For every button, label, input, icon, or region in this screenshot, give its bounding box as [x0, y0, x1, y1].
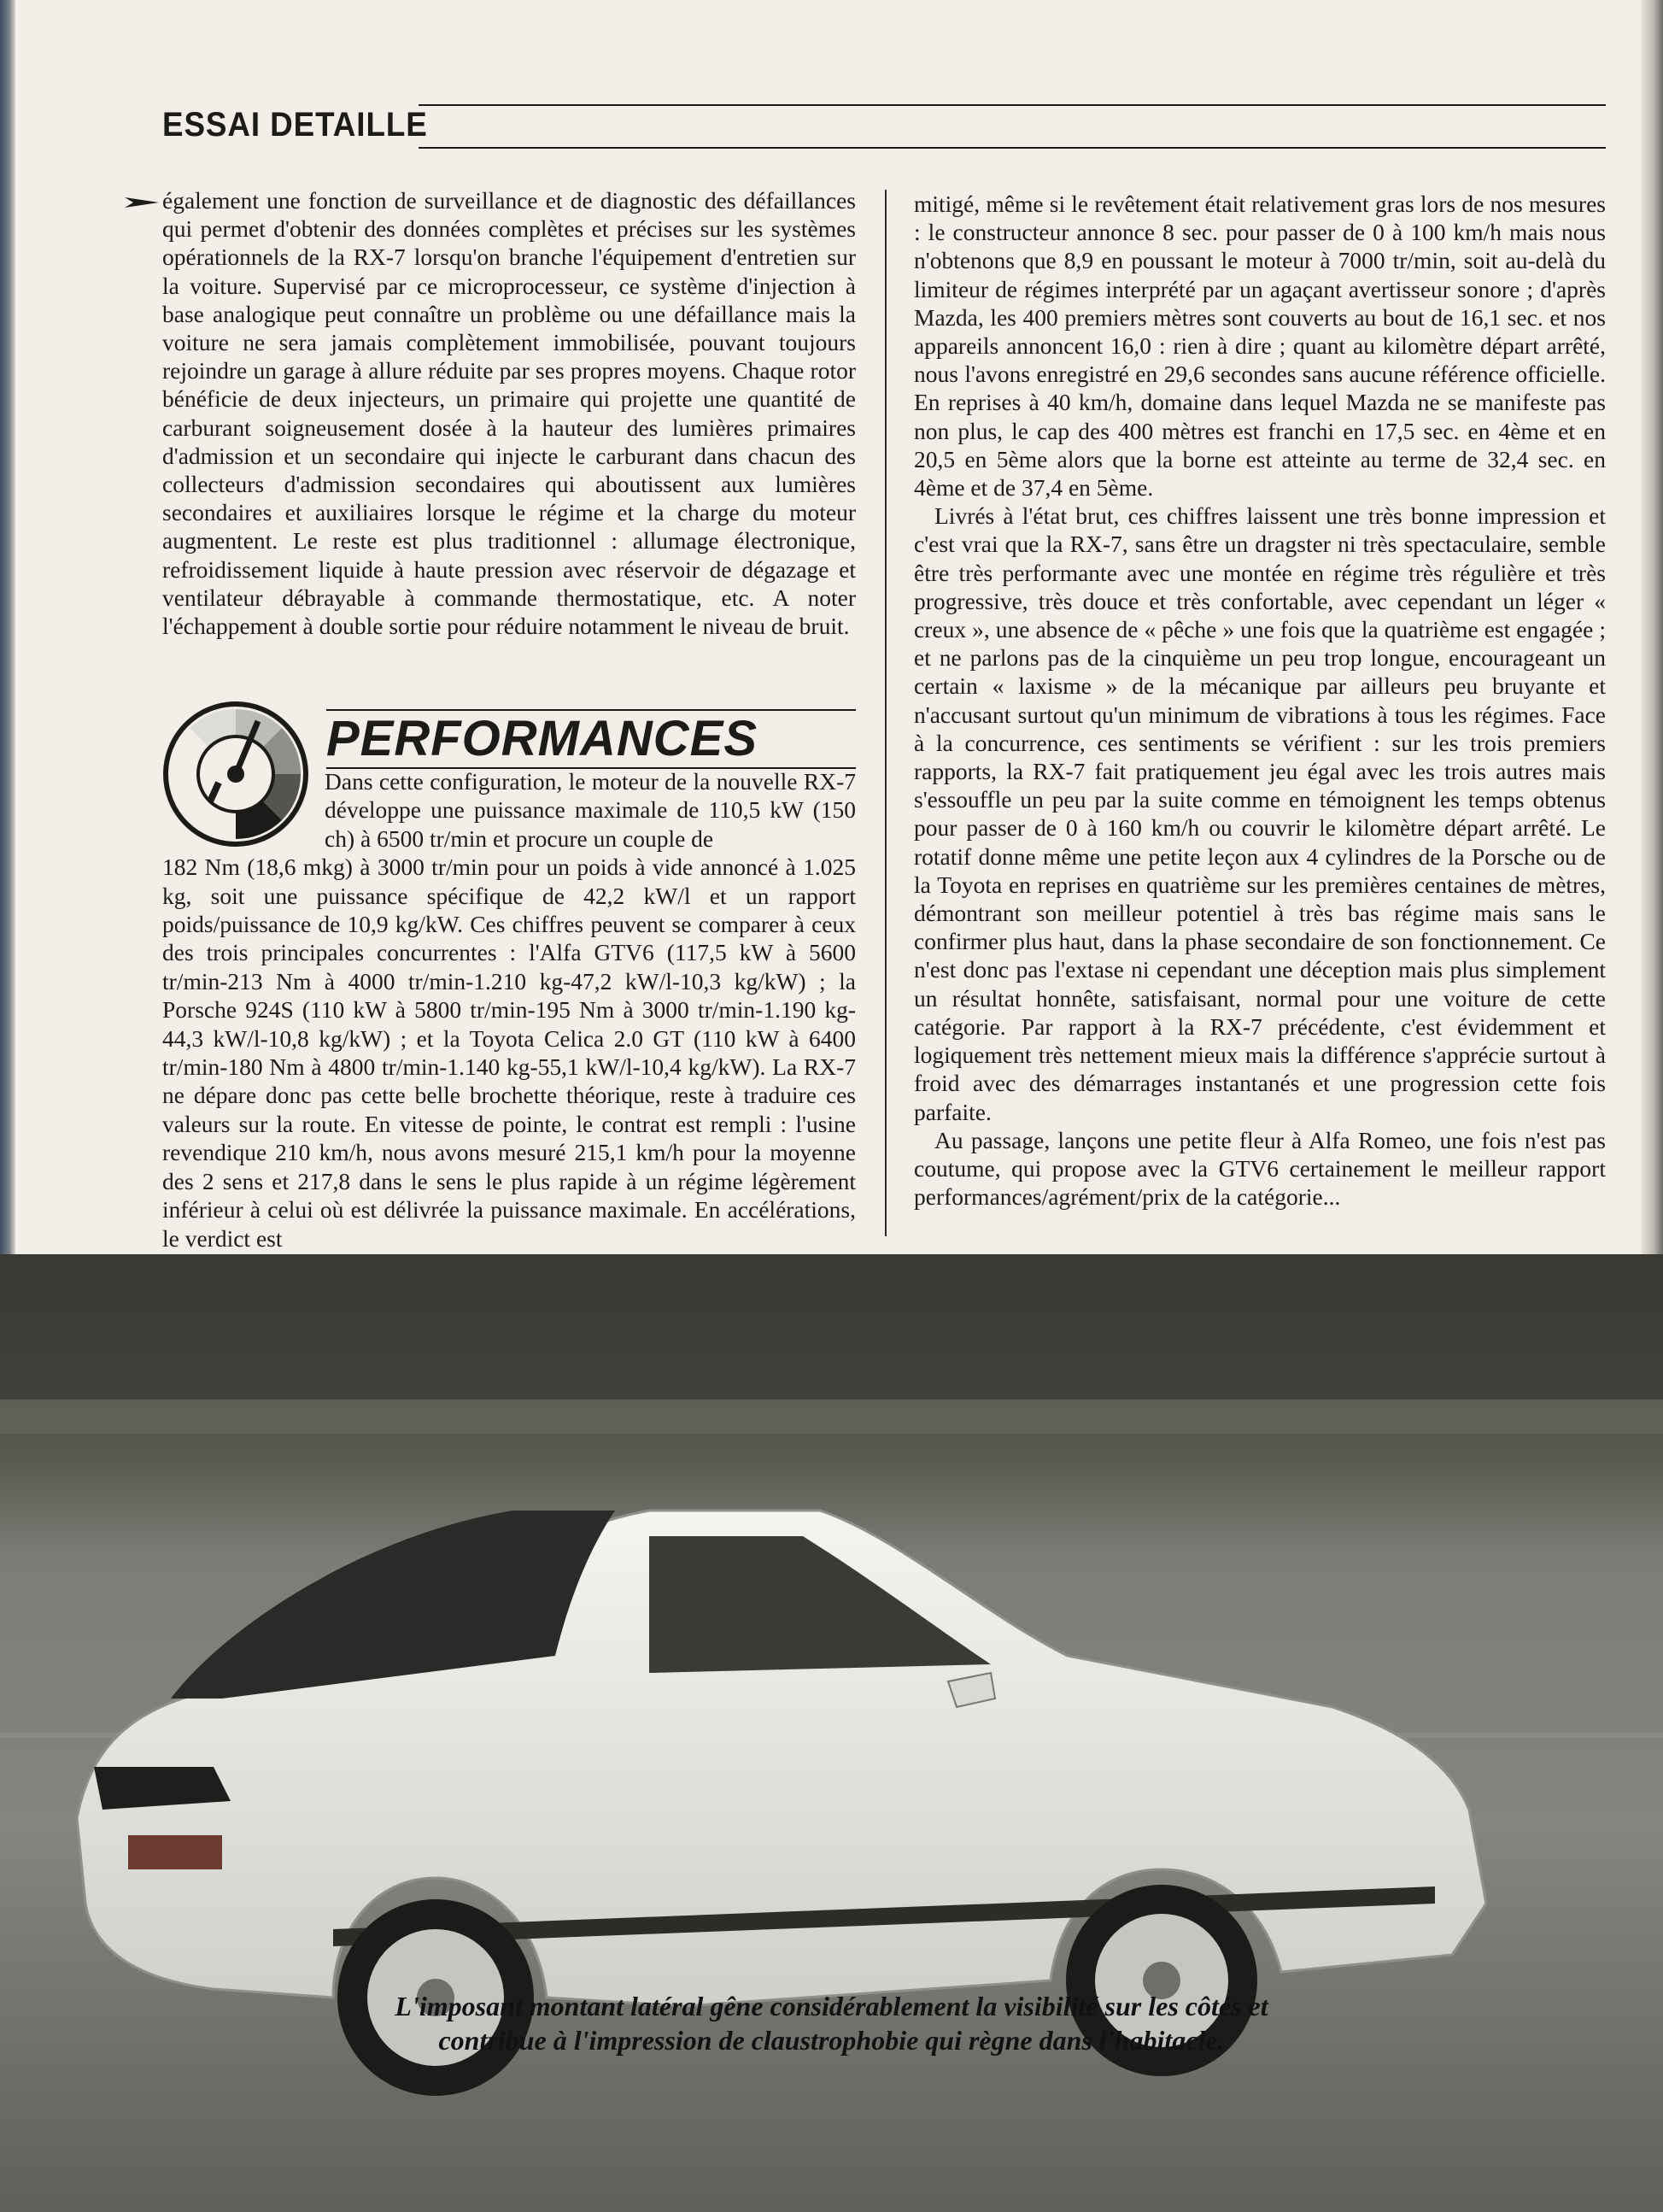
- photo-caption-line-1: L'imposant montant latéral gêne considérablement la visibilité sur les côtés et: [395, 1991, 1268, 2021]
- photo-caption-line-2: contribue à l'impression de claustrophobie qui règne dans l'habitacle.: [438, 2025, 1225, 2056]
- left-column: [162, 186, 856, 640]
- header-rule-top: [419, 104, 1606, 106]
- arrow-right-icon: [125, 196, 159, 209]
- performances-text: [162, 767, 856, 1253]
- right-paragraph-3: Au passage, lançons une petite fleur à Alfa Romeo, une fois n'est pas coutume, qui propose avec la GTV6 certainement le meilleur rapport performances/agrément/prix de la catégorie...: [914, 1126, 1606, 1211]
- right-paragraph-2: Livrés à l'état brut, ces chiffres laissent une très bonne impression et c'est vrai que la RX-7, sans être un dragster ni très spectaculaire, semble être très performante avec une montée en régime très régulière et très progressive, très douce et très confortable, avec cependant un léger « creux », une absence de « pêche » une fois que la quatrième est engagée ; et ne parlons pas de la cinquième un peu trop longue, encourageant un certain « laxisme » de la mécanique par ailleurs peu bruyante et n'accusant surtout qu'un minimum de vibrations à tous les régimes. Face à la concurrence, ces sentiments se vérifient : sur les trois premiers rapports, la RX-7 fait pratiquement jeu égal avec les trois autres mais s'essouffle un peu par la suite comme en témoignent les temps obtenus pour passer de 0 à 160 km/h ou couvrir le kilomètre départ arrêté. Le rotatif donne même une petite leçon aux 4 cylindres de la Porsche ou de la Toyota en reprises en quatrième sur les premières centaines de mètres, démontrant son meilleur potentiel à très bas régime mais sans le confirmer plus haut, dans la phase secondaire de son fonctionnement. Ce n'est donc pas l'extase ni cependant une déception mais plus simplement un résultat honnête, satisfaisant, normal pour une voiture de cette catégorie. Par rapport à la RX-7 précédente, c'est évidemment et logiquement très nettement mieux mais la différence s'apprécie surtout à froid avec des démarrages instantanés et une progression cette fois parfaite.: [914, 502, 1606, 1125]
- column-divider: [885, 190, 887, 1236]
- performances-intro: Dans cette configuration, le moteur de la nouvelle RX-7 développe une puissance maximale de 110,5 kW (150 ch) à 6500 tr/min et procure un couple de: [325, 768, 856, 852]
- car-photo-illustration: [0, 1254, 1663, 2212]
- section-header: [162, 101, 1606, 152]
- header-rule-bottom: [419, 147, 1606, 149]
- left-paragraph: également une fonction de surveillance et de diagnostic des défaillances qui permet d'obtenir des données complètes et précises sur les systèmes opérationnels de la RX-7 lorsqu'on branche l'équipement d'entretien sur la voiture. Supervisé par ce microprocesseur, ce système d'injection à base analogique peut connaître un problème ou une défaillance mais la voiture ne sera jamais complètement immobilisée, pouvant toujours rejoindre un garage à allure réduite par ses propres moyens. Chaque rotor bénéficie de deux injecteurs, un primaire qui projette une quantité de carburant soigneusement dosée à la hauteur des lumières primaires d'admission et un secondaire qui injecte le carburant dans chacun des collecteurs d'admission secondaires qui aboutissent aux lumières secondaires et auxiliaires lorsque le régime et la charge du moteur augmentent. Le reste est plus traditionnel : allumage électronique, refroidissement liquide à haute pression avec réservoir de dégazage et ventilateur débrayable à commande thermostatique, etc. A noter l'échappement à double sortie pour réduire notamment le niveau de bruit.: [162, 187, 856, 640]
- photo-caption: [0, 1989, 1663, 2057]
- car-photo: [0, 1254, 1663, 2212]
- right-column: [914, 190, 1606, 1211]
- right-paragraph-1: mitigé, même si le revêtement était relativement gras lors de nos mesures : le constructeur annonce 8 sec. pour passer de 0 à 100 km/h mais nous n'obtenons que 8,9 en poussant le moteur à 7000 tr/min, soit au-delà du limiteur de régimes interprété par un agaçant avertisseur sonore ; d'après Mazda, les 400 premiers mètres sont couverts au bout de 16,1 sec. et nos appareils annoncent 16,0 : rien à dire ; quant au kilomètre départ arrêté, nous l'avons enregistré en 29,6 secondes sans aucune référence officielle. En reprises à 40 km/h, domaine dans lequel Mazda ne se manifeste pas non plus, le cap des 400 mètres est franchi en 17,5 sec. en 4ème et en 20,5 en 5ème alors que la borne est atteinte au terme de 32,4 sec. en 4ème et de 37,4 en 5ème.: [914, 191, 1606, 502]
- performances-title: PERFORMANCES: [326, 711, 758, 766]
- performances-paragraph: 182 Nm (18,6 mkg) à 3000 tr/min pour un poids à vide annoncé à 1.025 kg, soit une puissance spécifique de 42,2 kW/l et un rapport poids/puissance de 10,9 kg/kW. Ces chiffres peuvent se comparer à ceux des trois principales concurrentes : l'Alfa GTV6 (117,5 kW à 5600 tr/min-213 Nm à 4000 tr/min-1.210 kg-47,2 kW/l-10,3 kg/kW) ; la Porsche 924S (110 kW à 5800 tr/min-195 Nm à 3000 tr/min-1.190 kg-44,3 kW/l-10,8 kg/kW) ; et la Toyota Celica 2.0 GT (110 kW à 6400 tr/min-180 Nm à 4800 tr/min-1.140 kg-55,1 kW/l-10,4 kg/kW). La RX-7 ne dépare donc pas cette belle brochette théorique, reste à traduire ces valeurs sur la route. En vitesse de pointe, le contrat est rempli : l'usine revendique 210 km/h, nous avons mesuré 215,1 km/h pour la moyenne des 2 sens et 217,8 dans le sens le plus rapide à un régime légèrement inférieur à celui où est délivrée la puissance maximale. En accélérations, le verdict est: [162, 854, 856, 1252]
- section-title: ESSAI DETAILLE: [162, 106, 428, 144]
